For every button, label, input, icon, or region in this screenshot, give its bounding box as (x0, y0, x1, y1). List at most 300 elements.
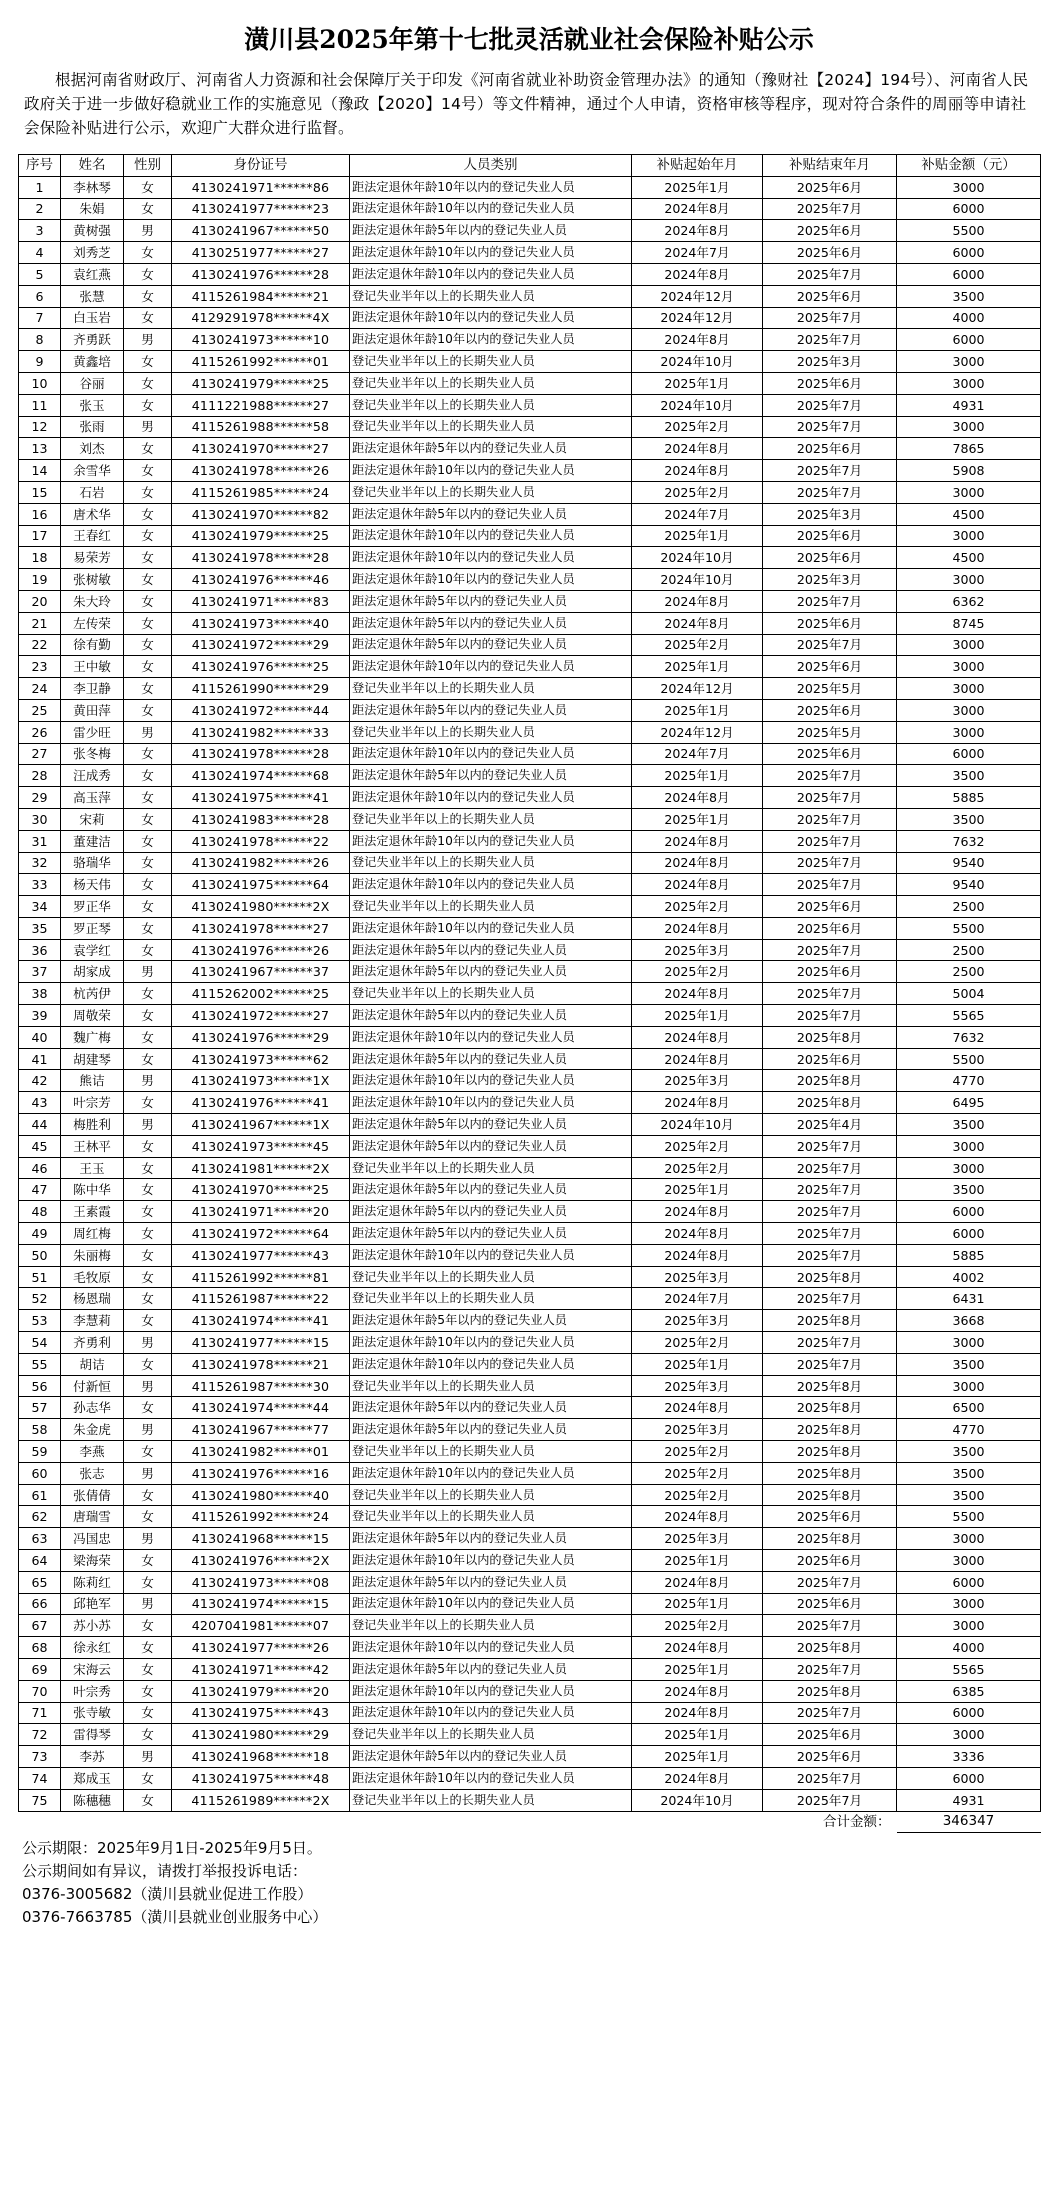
row-category: 距法定退休年龄10年以内的登记失业人员 (350, 1680, 632, 1702)
table-row (19, 721, 1041, 743)
row-gender: 男 (124, 416, 172, 438)
row-id-number: 4130241974******68 (172, 765, 350, 787)
table-row (19, 1593, 1041, 1615)
row-name: 苏小苏 (61, 1615, 124, 1637)
row-id-number: 4130241972******27 (172, 1005, 350, 1027)
row-name: 张玉 (61, 394, 124, 416)
row-index: 29 (19, 787, 61, 809)
row-id-number: 4130241977******43 (172, 1244, 350, 1266)
row-id-number: 4130241974******44 (172, 1397, 350, 1419)
row-start-month: 2024年10月 (632, 351, 763, 373)
row-name: 胡家成 (61, 961, 124, 983)
row-gender: 女 (124, 1724, 172, 1746)
row-amount: 5565 (897, 1005, 1041, 1027)
row-end-month: 2025年7月 (763, 460, 897, 482)
row-end-month: 2025年6月 (763, 1048, 897, 1070)
table-row (19, 1484, 1041, 1506)
row-start-month: 2025年3月 (632, 939, 763, 961)
row-amount: 4500 (897, 503, 1041, 525)
row-amount: 3500 (897, 1114, 1041, 1136)
row-category: 登记失业半年以上的长期失业人员 (350, 1266, 632, 1288)
row-name: 张慧 (61, 285, 124, 307)
row-amount: 5565 (897, 1658, 1041, 1680)
row-index: 59 (19, 1441, 61, 1463)
row-name: 齐勇跃 (61, 329, 124, 351)
row-index: 63 (19, 1528, 61, 1550)
page-title: 潢川县2025年第十七批灵活就业社会保险补贴公示 (244, 25, 814, 54)
row-gender: 男 (124, 1462, 172, 1484)
row-end-month: 2025年7月 (763, 874, 897, 896)
row-name: 余雪华 (61, 460, 124, 482)
row-category: 距法定退休年龄5年以内的登记失业人员 (350, 1005, 632, 1027)
row-category: 距法定退休年龄10年以内的登记失业人员 (350, 242, 632, 264)
row-id-number: 4130241967******37 (172, 961, 350, 983)
row-start-month: 2025年2月 (632, 1462, 763, 1484)
table-row (19, 808, 1041, 830)
table-row (19, 220, 1041, 242)
row-name: 李燕 (61, 1441, 124, 1463)
row-end-month: 2025年6月 (763, 1724, 897, 1746)
row-start-month: 2024年8月 (632, 1637, 763, 1659)
row-start-month: 2024年8月 (632, 1048, 763, 1070)
row-index: 11 (19, 394, 61, 416)
row-end-month: 2025年6月 (763, 656, 897, 678)
row-index: 4 (19, 242, 61, 264)
row-category: 距法定退休年龄10年以内的登记失业人员 (350, 176, 632, 198)
row-start-month: 2025年2月 (632, 961, 763, 983)
row-gender: 女 (124, 1658, 172, 1680)
total-label: 合计金额： (823, 1813, 891, 1830)
table-row (19, 460, 1041, 482)
row-end-month: 2025年6月 (763, 612, 897, 634)
table-row (19, 656, 1041, 678)
row-category: 登记失业半年以上的长期失业人员 (350, 1441, 632, 1463)
row-gender: 男 (124, 1375, 172, 1397)
table-row (19, 612, 1041, 634)
row-category: 距法定退休年龄10年以内的登记失业人员 (350, 198, 632, 220)
row-category: 距法定退休年龄5年以内的登记失业人员 (350, 1746, 632, 1768)
row-end-month: 2025年5月 (763, 678, 897, 700)
row-amount: 6000 (897, 198, 1041, 220)
row-start-month: 2024年8月 (632, 830, 763, 852)
row-amount: 5004 (897, 983, 1041, 1005)
row-id-number: 4130241975******41 (172, 787, 350, 809)
row-start-month: 2025年1月 (632, 1724, 763, 1746)
table-header-row (19, 155, 1041, 177)
row-amount: 7632 (897, 830, 1041, 852)
row-start-month: 2025年1月 (632, 1658, 763, 1680)
row-end-month: 2025年7月 (763, 1244, 897, 1266)
row-start-month: 2025年1月 (632, 699, 763, 721)
row-index: 41 (19, 1048, 61, 1070)
row-gender: 女 (124, 242, 172, 264)
row-start-month: 2025年1月 (632, 525, 763, 547)
row-gender: 女 (124, 1680, 172, 1702)
row-id-number: 4130241983******28 (172, 808, 350, 830)
row-index: 8 (19, 329, 61, 351)
table-row (19, 1724, 1041, 1746)
row-end-month: 2025年7月 (763, 1135, 897, 1157)
table-row (19, 1506, 1041, 1528)
row-amount: 4002 (897, 1266, 1041, 1288)
row-id-number: 4130241973******40 (172, 612, 350, 634)
row-gender: 女 (124, 612, 172, 634)
row-index: 57 (19, 1397, 61, 1419)
row-start-month: 2025年3月 (632, 1070, 763, 1092)
row-gender: 女 (124, 590, 172, 612)
row-name: 梁海荣 (61, 1550, 124, 1572)
row-index: 24 (19, 678, 61, 700)
row-gender: 女 (124, 1353, 172, 1375)
row-name: 王林平 (61, 1135, 124, 1157)
row-category: 登记失业半年以上的长期失业人员 (350, 852, 632, 874)
row-name: 谷丽 (61, 372, 124, 394)
row-id-number: 4115261990******29 (172, 678, 350, 700)
table-row (19, 896, 1041, 918)
row-category: 登记失业半年以上的长期失业人员 (350, 285, 632, 307)
table-row (19, 176, 1041, 198)
row-end-month: 2025年7月 (763, 1332, 897, 1354)
row-name: 王素霞 (61, 1201, 124, 1223)
row-start-month: 2025年2月 (632, 1332, 763, 1354)
row-end-month: 2025年6月 (763, 438, 897, 460)
complaint-instruction: 公示期间如有异议，请拨打举报投诉电话： (22, 1862, 308, 1881)
row-start-month: 2024年8月 (632, 590, 763, 612)
row-amount: 4931 (897, 1789, 1041, 1811)
row-name: 罗正琴 (61, 917, 124, 939)
table-row (19, 285, 1041, 307)
row-end-month: 2025年6月 (763, 699, 897, 721)
row-index: 36 (19, 939, 61, 961)
row-id-number: 4130241971******83 (172, 590, 350, 612)
row-index: 27 (19, 743, 61, 765)
row-category: 距法定退休年龄10年以内的登记失业人员 (350, 1026, 632, 1048)
row-end-month: 2025年5月 (763, 721, 897, 743)
row-index: 33 (19, 874, 61, 896)
row-category: 距法定退休年龄5年以内的登记失业人员 (350, 1179, 632, 1201)
row-name: 杨天伟 (61, 874, 124, 896)
row-name: 汪成秀 (61, 765, 124, 787)
table-row (19, 743, 1041, 765)
row-index: 73 (19, 1746, 61, 1768)
row-name: 杭芮伊 (61, 983, 124, 1005)
row-id-number: 4129291978******4X (172, 307, 350, 329)
row-start-month: 2025年3月 (632, 1266, 763, 1288)
row-category: 距法定退休年龄10年以内的登记失业人员 (350, 1593, 632, 1615)
table-row (19, 1135, 1041, 1157)
subsidy-table (18, 154, 1041, 1833)
row-id-number: 4130241973******08 (172, 1571, 350, 1593)
row-gender: 女 (124, 1506, 172, 1528)
row-id-number: 4130241972******64 (172, 1223, 350, 1245)
row-name: 朱大玲 (61, 590, 124, 612)
row-category: 距法定退休年龄10年以内的登记失业人员 (350, 1244, 632, 1266)
row-name: 张雨 (61, 416, 124, 438)
row-end-month: 2025年3月 (763, 351, 897, 373)
table-row (19, 699, 1041, 721)
row-start-month: 2024年8月 (632, 787, 763, 809)
row-name: 齐勇利 (61, 1332, 124, 1354)
row-index: 7 (19, 307, 61, 329)
row-category: 距法定退休年龄5年以内的登记失业人员 (350, 438, 632, 460)
row-index: 37 (19, 961, 61, 983)
row-index: 46 (19, 1157, 61, 1179)
row-gender: 女 (124, 1201, 172, 1223)
row-category: 距法定退休年龄5年以内的登记失业人员 (350, 503, 632, 525)
row-start-month: 2025年2月 (632, 634, 763, 656)
row-amount: 3000 (897, 351, 1041, 373)
row-amount: 3500 (897, 285, 1041, 307)
row-id-number: 4130241978******27 (172, 917, 350, 939)
row-category: 登记失业半年以上的长期失业人员 (350, 983, 632, 1005)
row-id-number: 4130241979******25 (172, 372, 350, 394)
row-start-month: 2025年2月 (632, 481, 763, 503)
row-end-month: 2025年3月 (763, 569, 897, 591)
row-start-month: 2025年1月 (632, 1179, 763, 1201)
row-gender: 女 (124, 525, 172, 547)
row-start-month: 2024年7月 (632, 743, 763, 765)
table-row (19, 1767, 1041, 1789)
row-category: 距法定退休年龄10年以内的登记失业人员 (350, 656, 632, 678)
row-amount: 5500 (897, 1506, 1041, 1528)
row-id-number: 4130241974******15 (172, 1593, 350, 1615)
row-name: 李卫静 (61, 678, 124, 700)
table-row (19, 1179, 1041, 1201)
row-end-month: 2025年6月 (763, 372, 897, 394)
row-category: 距法定退休年龄10年以内的登记失业人员 (350, 263, 632, 285)
row-index: 38 (19, 983, 61, 1005)
row-index: 21 (19, 612, 61, 634)
row-gender: 男 (124, 1070, 172, 1092)
table-row (19, 1637, 1041, 1659)
row-id-number: 4130241978******28 (172, 547, 350, 569)
row-amount: 6385 (897, 1680, 1041, 1702)
row-start-month: 2025年3月 (632, 1310, 763, 1332)
row-amount: 9540 (897, 874, 1041, 896)
row-amount: 5885 (897, 1244, 1041, 1266)
row-id-number: 4130241980******2X (172, 896, 350, 918)
row-id-number: 4130241976******28 (172, 263, 350, 285)
row-start-month: 2024年12月 (632, 721, 763, 743)
row-category: 距法定退休年龄10年以内的登记失业人员 (350, 460, 632, 482)
row-name: 张冬梅 (61, 743, 124, 765)
row-end-month: 2025年6月 (763, 242, 897, 264)
row-name: 李苏 (61, 1746, 124, 1768)
row-id-number: 4130241973******62 (172, 1048, 350, 1070)
row-start-month: 2025年3月 (632, 1528, 763, 1550)
row-id-number: 4115261987******22 (172, 1288, 350, 1310)
row-end-month: 2025年7月 (763, 1571, 897, 1593)
row-amount: 3000 (897, 1375, 1041, 1397)
row-amount: 4000 (897, 1637, 1041, 1659)
row-amount: 3500 (897, 1484, 1041, 1506)
row-name: 刘杰 (61, 438, 124, 460)
table-row (19, 1005, 1041, 1027)
row-index: 67 (19, 1615, 61, 1637)
row-amount: 5885 (897, 787, 1041, 809)
row-amount: 3000 (897, 1332, 1041, 1354)
row-id-number: 4130241970******82 (172, 503, 350, 525)
row-start-month: 2024年8月 (632, 1026, 763, 1048)
row-end-month: 2025年6月 (763, 1506, 897, 1528)
row-amount: 3000 (897, 721, 1041, 743)
row-start-month: 2025年1月 (632, 808, 763, 830)
row-category: 距法定退休年龄5年以内的登记失业人员 (350, 1135, 632, 1157)
row-name: 王玉 (61, 1157, 124, 1179)
row-index: 75 (19, 1789, 61, 1811)
table-row (19, 678, 1041, 700)
row-start-month: 2024年8月 (632, 460, 763, 482)
row-end-month: 2025年7月 (763, 830, 897, 852)
row-id-number: 4130241971******42 (172, 1658, 350, 1680)
row-name: 朱金虎 (61, 1419, 124, 1441)
row-name: 董建洁 (61, 830, 124, 852)
row-gender: 女 (124, 939, 172, 961)
row-gender: 女 (124, 1135, 172, 1157)
row-gender: 女 (124, 896, 172, 918)
row-end-month: 2025年8月 (763, 1528, 897, 1550)
row-id-number: 4130241978******26 (172, 460, 350, 482)
row-index: 56 (19, 1375, 61, 1397)
row-start-month: 2025年1月 (632, 1746, 763, 1768)
row-gender: 女 (124, 1441, 172, 1463)
row-index: 52 (19, 1288, 61, 1310)
row-name: 朱丽梅 (61, 1244, 124, 1266)
row-index: 72 (19, 1724, 61, 1746)
row-start-month: 2025年3月 (632, 1375, 763, 1397)
row-amount: 9540 (897, 852, 1041, 874)
row-id-number: 4130241972******29 (172, 634, 350, 656)
row-id-number: 4130241976******29 (172, 1026, 350, 1048)
row-end-month: 2025年7月 (763, 787, 897, 809)
row-end-month: 2025年3月 (763, 503, 897, 525)
row-category: 登记失业半年以上的长期失业人员 (350, 1484, 632, 1506)
row-gender: 男 (124, 329, 172, 351)
row-id-number: 4115261987******30 (172, 1375, 350, 1397)
row-name: 陈莉红 (61, 1571, 124, 1593)
table-row (19, 874, 1041, 896)
row-index: 17 (19, 525, 61, 547)
row-index: 32 (19, 852, 61, 874)
row-id-number: 4130241980******40 (172, 1484, 350, 1506)
row-start-month: 2024年8月 (632, 874, 763, 896)
row-amount: 6000 (897, 1702, 1041, 1724)
row-category: 登记失业半年以上的长期失业人员 (350, 1288, 632, 1310)
row-index: 34 (19, 896, 61, 918)
row-id-number: 4130241981******2X (172, 1157, 350, 1179)
table-row (19, 242, 1041, 264)
row-gender: 男 (124, 1114, 172, 1136)
row-name: 郑成玉 (61, 1767, 124, 1789)
row-amount: 2500 (897, 896, 1041, 918)
row-end-month: 2025年6月 (763, 1746, 897, 1768)
row-amount: 3000 (897, 481, 1041, 503)
row-start-month: 2025年1月 (632, 1550, 763, 1572)
row-gender: 女 (124, 1266, 172, 1288)
row-end-month: 2025年8月 (763, 1484, 897, 1506)
row-start-month: 2024年8月 (632, 1092, 763, 1114)
header-end-month: 补贴结束年月 (763, 155, 897, 177)
row-gender: 女 (124, 1550, 172, 1572)
row-index: 25 (19, 699, 61, 721)
row-gender: 女 (124, 1005, 172, 1027)
row-amount: 5908 (897, 460, 1041, 482)
row-start-month: 2025年2月 (632, 1615, 763, 1637)
row-name: 付新恒 (61, 1375, 124, 1397)
row-category: 距法定退休年龄10年以内的登记失业人员 (350, 1092, 632, 1114)
row-amount: 4770 (897, 1419, 1041, 1441)
row-category: 登记失业半年以上的长期失业人员 (350, 678, 632, 700)
row-name: 张志 (61, 1462, 124, 1484)
row-index: 61 (19, 1484, 61, 1506)
table-row (19, 1332, 1041, 1354)
row-start-month: 2024年8月 (632, 1767, 763, 1789)
row-start-month: 2024年8月 (632, 1223, 763, 1245)
row-start-month: 2024年10月 (632, 1789, 763, 1811)
row-category: 距法定退休年龄5年以内的登记失业人员 (350, 699, 632, 721)
row-end-month: 2025年7月 (763, 808, 897, 830)
row-category: 登记失业半年以上的长期失业人员 (350, 1724, 632, 1746)
row-amount: 3000 (897, 656, 1041, 678)
row-id-number: 4130241977******26 (172, 1637, 350, 1659)
table-row (19, 394, 1041, 416)
row-gender: 女 (124, 481, 172, 503)
table-row (19, 852, 1041, 874)
row-index: 20 (19, 590, 61, 612)
row-index: 51 (19, 1266, 61, 1288)
row-index: 9 (19, 351, 61, 373)
row-start-month: 2024年8月 (632, 852, 763, 874)
row-name: 王春红 (61, 525, 124, 547)
row-name: 白玉岩 (61, 307, 124, 329)
row-amount: 6000 (897, 1767, 1041, 1789)
row-end-month: 2025年8月 (763, 1070, 897, 1092)
row-name: 骆瑞华 (61, 852, 124, 874)
row-id-number: 4130241971******20 (172, 1201, 350, 1223)
row-id-number: 4130241975******43 (172, 1702, 350, 1724)
row-name: 石岩 (61, 481, 124, 503)
row-category: 距法定退休年龄10年以内的登记失业人员 (350, 1332, 632, 1354)
row-gender: 女 (124, 1615, 172, 1637)
row-name: 孙志华 (61, 1397, 124, 1419)
row-amount: 6000 (897, 263, 1041, 285)
row-category: 距法定退休年龄5年以内的登记失业人员 (350, 1419, 632, 1441)
table-row (19, 307, 1041, 329)
notice-footer (18, 1837, 1040, 1929)
row-name: 陈中华 (61, 1179, 124, 1201)
row-id-number: 4130251977******27 (172, 242, 350, 264)
row-name: 陈穗穗 (61, 1789, 124, 1811)
row-end-month: 2025年6月 (763, 525, 897, 547)
row-id-number: 4130241972******44 (172, 699, 350, 721)
row-category: 距法定退休年龄5年以内的登记失业人员 (350, 1223, 632, 1245)
row-start-month: 2024年8月 (632, 263, 763, 285)
row-gender: 女 (124, 1637, 172, 1659)
row-name: 冯国忠 (61, 1528, 124, 1550)
row-name: 张倩倩 (61, 1484, 124, 1506)
total-value: 346347 (897, 1811, 1041, 1833)
row-start-month: 2024年7月 (632, 242, 763, 264)
row-start-month: 2024年8月 (632, 983, 763, 1005)
row-id-number: 4130241980******29 (172, 1724, 350, 1746)
table-row (19, 1026, 1041, 1048)
row-amount: 3000 (897, 1615, 1041, 1637)
row-start-month: 2025年2月 (632, 1157, 763, 1179)
row-category: 距法定退休年龄10年以内的登记失业人员 (350, 830, 632, 852)
row-gender: 女 (124, 351, 172, 373)
row-amount: 8745 (897, 612, 1041, 634)
complaint-phone-2: 0376-7663785（潢川县就业创业服务中心） (22, 1908, 328, 1927)
